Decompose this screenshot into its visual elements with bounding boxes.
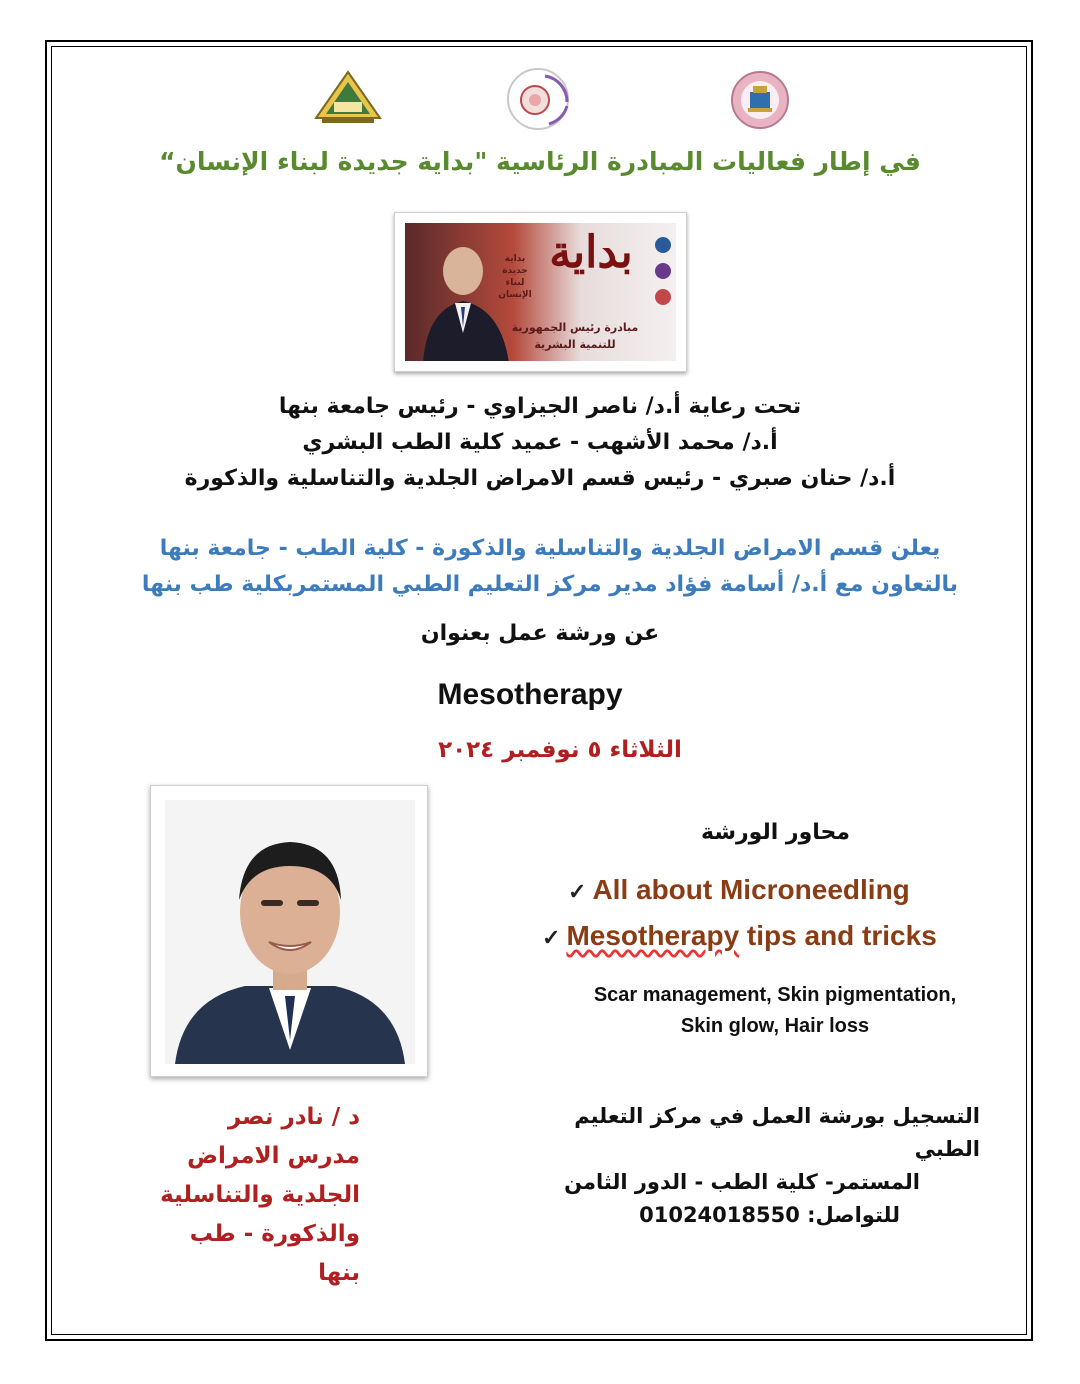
faculty-of-medicine-logo-icon bbox=[312, 68, 384, 126]
speaker-photo bbox=[150, 785, 428, 1077]
banner-big-word: بداية bbox=[549, 227, 633, 278]
banner-caption-2: للتنمية البشرية bbox=[534, 338, 616, 351]
topic-mesotherapy bbox=[542, 920, 937, 952]
banner-small-line: بداية bbox=[504, 254, 526, 264]
checkmark-icon: ✓ bbox=[542, 925, 561, 950]
contact-line bbox=[540, 1199, 980, 1232]
subtopics bbox=[560, 980, 990, 1042]
banner-small-line: الإنسان bbox=[498, 290, 532, 300]
speaker-photo-image bbox=[165, 800, 415, 1064]
subtopics-line-2: Skin glow, Hair loss bbox=[680, 1015, 870, 1037]
banner-small-line: لبناء bbox=[505, 278, 525, 288]
dermatology-andrology-logo-icon bbox=[505, 66, 571, 132]
workshop-axes-title: محاور الورشة bbox=[701, 820, 850, 845]
sponsor-line-2: أ.د/ محمد الأشهب - عميد كلية الطب البشري bbox=[302, 430, 778, 455]
benha-university-logo-icon bbox=[730, 70, 790, 130]
banner-small-lines bbox=[495, 253, 535, 301]
speaker-info bbox=[140, 1098, 360, 1293]
announcement-line-2: بالتعاون مع أ.د/ أسامة فؤاد مدير مركز التعليم الطبي المستمربكلية طب بنها bbox=[141, 572, 959, 597]
workshop-date: الثلاثاء ٥ نوفمبر ٢٠٢٤ bbox=[438, 737, 682, 763]
initiative-banner bbox=[394, 212, 687, 372]
speaker-name: د / نادر نصر bbox=[227, 1104, 360, 1130]
banner-small-line: جديدة bbox=[502, 266, 528, 276]
topic-1-label: All about Microneedling bbox=[592, 874, 910, 905]
subtopics-line-1: Scar management, Skin pigmentation, bbox=[593, 984, 957, 1006]
contact-phone: 01024018550 bbox=[639, 1203, 800, 1227]
workshop-intro: عن ورشة عمل بعنوان bbox=[420, 621, 660, 646]
workshop-title: Mesotherapy bbox=[437, 678, 623, 711]
sponsor-line-3: أ.د/ حنان صبري - رئيس قسم الامراض الجلدية والتناسلية والذكورة bbox=[184, 466, 896, 491]
initiative-heading: في إطار فعاليات المبادرة الرئاسية "بداية جديدة لبناء الإنسان“ bbox=[159, 147, 921, 176]
banner-caption-1: مبادرة رئيس الجمهورية bbox=[511, 321, 639, 334]
registration-info bbox=[540, 1100, 980, 1232]
announcement-line-1: يعلن قسم الامراض الجلدية والتناسلية والذكورة - كلية الطب - جامعة بنها bbox=[159, 536, 941, 561]
registration-line-2: المستمر- كلية الطب - الدور الثامن bbox=[564, 1170, 920, 1194]
topic-2-rest: tips and tricks bbox=[739, 920, 937, 951]
sponsor-line-1: تحت رعاية أ.د/ ناصر الجيزاوي - رئيس جامعة بنها bbox=[278, 394, 802, 419]
registration-line-1: التسجيل بورشة العمل في مركز التعليم الطبي bbox=[574, 1104, 980, 1161]
checkmark-icon: ✓ bbox=[568, 879, 587, 904]
topic-microneedling bbox=[568, 874, 910, 906]
speaker-title-1: مدرس الامراض bbox=[187, 1143, 360, 1169]
speaker-title-3: والذكورة - طب بنها bbox=[189, 1221, 360, 1286]
banner-image bbox=[405, 223, 676, 361]
contact-label: للتواصل: bbox=[807, 1203, 900, 1227]
speaker-title-2: الجلدية والتناسلية bbox=[160, 1182, 360, 1208]
topic-2-word: Mesotherapy bbox=[566, 920, 740, 951]
